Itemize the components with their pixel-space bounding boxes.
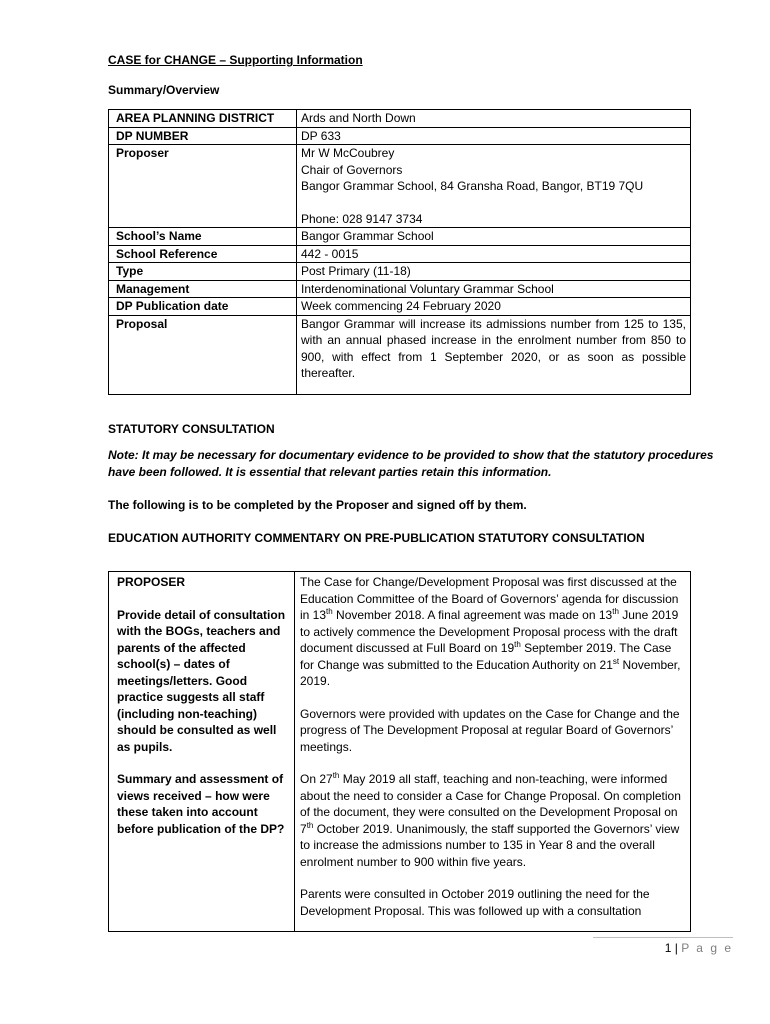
publication-date-value: Week commencing 24 February 2020 bbox=[297, 298, 691, 316]
response-paragraph-2: Governors were provided with updates on the Case for Change and the progress of The Development Proposal at regular Board of Governors’ meetings. bbox=[300, 706, 680, 754]
table-row bbox=[109, 280, 691, 298]
publication-date-label: DP Publication date bbox=[109, 298, 297, 316]
area-label: AREA PLANNING DISTRICT bbox=[109, 110, 297, 128]
proposer-name: Mr W McCoubrey bbox=[301, 146, 395, 160]
document-title: CASE for CHANGE – Supporting Information bbox=[108, 53, 363, 67]
table-row bbox=[109, 572, 691, 932]
summary-table bbox=[108, 109, 691, 395]
proposal-label: Proposal bbox=[109, 315, 297, 394]
proposer-phone: Phone: 028 9147 3734 bbox=[301, 211, 423, 226]
response-paragraph-4: Parents were consulted in October 2019 outlining the need for the Development Proposal. This was followed up with a consultation bbox=[300, 887, 650, 918]
proposer-role: Chair of Governors bbox=[301, 162, 403, 177]
ea-commentary-heading: EDUCATION AUTHORITY COMMENTARY ON PRE-PUBLICATION STATUTORY CONSULTATION bbox=[108, 531, 645, 545]
table-row bbox=[109, 127, 691, 145]
school-name-value: Bangor Grammar School bbox=[297, 228, 691, 246]
summary-assessment-label: Summary and assessment of views received – how were these taken into account before publication of the DP? bbox=[117, 772, 285, 836]
table-row bbox=[109, 245, 691, 263]
table-row bbox=[109, 298, 691, 316]
detail-label: Provide detail of consultation with the BOGs, teachers and parents of the affected school(s) – dates of meetings/letters. Good practice suggests all staff (including non-teaching) should be consulted as well as pupils. bbox=[117, 607, 286, 754]
response-paragraph-1: The Case for Change/Development Proposal was first discussed at the Education Committee of the Board of Governors’ agenda for discussion in 13th November 2018. A final agreement was made on 13th June 2019 to actively commence the Development Proposal process with the draft document discussed at Full Board on 19th September 2019. The Case for Change was submitted to the Education Authority on 21st November, 2019. bbox=[300, 575, 681, 688]
table-row bbox=[109, 315, 691, 394]
dp-number-value: DP 633 bbox=[297, 127, 691, 145]
note-text: Note: It may be necessary for documentary evidence to be provided to show that the statutory procedures have been followed. It is essential that relevant parties retain this information. bbox=[108, 448, 714, 479]
page-number: 1 bbox=[664, 941, 672, 955]
table-row bbox=[109, 110, 691, 128]
consultation-table bbox=[108, 571, 691, 932]
type-label: Type bbox=[109, 263, 297, 281]
page-separator: | bbox=[674, 941, 678, 955]
consultation-labels bbox=[109, 572, 295, 932]
type-value: Post Primary (11-18) bbox=[297, 263, 691, 281]
statutory-heading: STATUTORY CONSULTATION bbox=[108, 422, 275, 436]
table-row bbox=[109, 228, 691, 246]
page-word: P a g e bbox=[681, 941, 733, 955]
proposer-label: Proposer bbox=[109, 145, 297, 228]
table-row bbox=[109, 263, 691, 281]
summary-heading: Summary/Overview bbox=[108, 83, 220, 97]
response-paragraph-3: On 27th May 2019 all staff, teaching and non-teaching, were informed about the need to consider a Case for Change Proposal. On completion of the document, they were consulted on the Development Proposal on 7th October 2019. Unanimously, the staff supported the Governors’ view to increase the admissions number to 135 in Year 8 and the overall enrolment number to 900 within five years. bbox=[300, 771, 681, 869]
table-row bbox=[109, 145, 691, 228]
management-label: Management bbox=[109, 280, 297, 298]
management-value: Interdenominational Voluntary Grammar School bbox=[297, 280, 691, 298]
area-value: Ards and North Down bbox=[297, 110, 691, 128]
school-reference-label: School Reference bbox=[109, 245, 297, 263]
proposal-value: Bangor Grammar will increase its admissions number from 125 to 135, with an annual phased increase in the enrolment number from 850 to 900, with effect from 1 September 2020, or as soon as possible thereafter. bbox=[297, 315, 691, 394]
proposer-address: Bangor Grammar School, 84 Gransha Road, Bangor, BT19 7QU bbox=[301, 179, 644, 193]
school-name-label: School’s Name bbox=[109, 228, 297, 246]
consultation-response bbox=[295, 572, 691, 932]
completed-by-text: The following is to be completed by the Proposer and signed off by them. bbox=[108, 498, 527, 512]
dp-number-label: DP NUMBER bbox=[109, 127, 297, 145]
proposer-value bbox=[297, 145, 691, 228]
page-footer bbox=[593, 937, 733, 960]
proposer-heading: PROPOSER bbox=[117, 575, 186, 589]
school-reference-value: 442 - 0015 bbox=[297, 245, 691, 263]
